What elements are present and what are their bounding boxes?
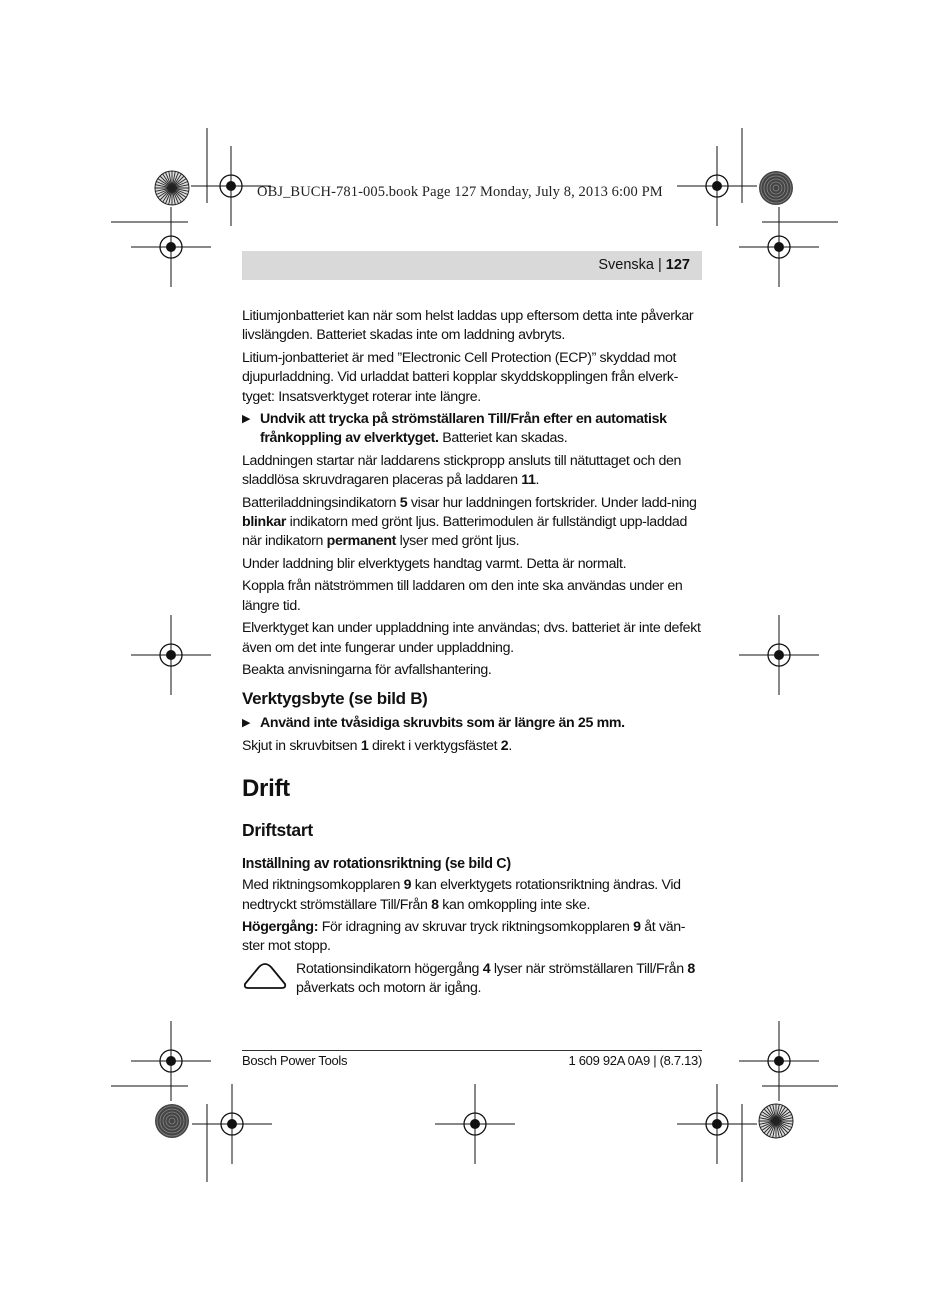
paragraph-insert-bit xyxy=(242,737,704,756)
rotation-indicator-note xyxy=(242,960,704,1002)
header-separator: | xyxy=(653,257,666,273)
ref-number: 8 xyxy=(431,896,439,913)
bold-term: permanent xyxy=(326,533,397,550)
text-span: åt vän-ster mot stopp. xyxy=(242,918,686,955)
ref-number: 2 xyxy=(500,737,509,754)
footer-doc-number: 1 609 92A 0A9 | (8.7.13) xyxy=(568,1053,702,1068)
ref-number: 11 xyxy=(521,472,536,489)
ref-number: 9 xyxy=(633,918,641,935)
heading-operation: Drift xyxy=(242,775,290,803)
text-span: direkt i verktygsfästet xyxy=(368,737,501,754)
rotation-right-indicator-icon xyxy=(242,961,288,991)
ref-number: 9 xyxy=(403,877,412,894)
page-number: 127 xyxy=(665,257,690,273)
text-span: . xyxy=(535,472,540,489)
text-span: Laddningen startar när laddarens stickpropp ansluts till nätuttaget och den sladdlösa skruvdragaren placeras på laddaren xyxy=(242,452,682,489)
text-span: . xyxy=(508,737,512,754)
header-language: Svenska xyxy=(598,257,654,273)
text-span: indikatorn med grönt ljus. Batterimodulen är fullständigt upp-laddad när indikatorn xyxy=(242,514,688,550)
paragraph-no-use-charging: Elverktyget kan under uppladdning inte användas; dvs. batteriet är inte defekt även om det inte fungerar under uppladdning. xyxy=(242,620,701,656)
paragraph-direction-switch xyxy=(242,876,704,915)
text-span: visar hur laddningen fortskrider. Under ladd-ning xyxy=(407,494,697,511)
ref-number: 1 xyxy=(360,737,369,754)
bold-term: blinkar xyxy=(242,514,287,531)
text-span: Rotationsindikatorn högergång xyxy=(296,960,483,977)
text-span: kan omkoppling inte ske. xyxy=(438,896,591,913)
text-span: lyser med grönt ljus. xyxy=(396,533,520,550)
warning-bold-text: Använd inte tvåsidiga skruvbits som är längre än 25 mm. xyxy=(260,715,625,732)
footer-brand: Bosch Power Tools xyxy=(242,1053,348,1068)
text-span: Skjut in skruvbitsen xyxy=(242,737,361,754)
text-span: lyser när strömställaren Till/Från xyxy=(490,960,688,977)
paragraph-right-rotation xyxy=(242,918,704,957)
text-span: påverkats och motorn är igång. xyxy=(296,980,482,997)
paragraph-disposal: Beakta anvisningarna för avfallshantering. xyxy=(242,661,492,678)
text-span: Batteriladdningsindikatorn xyxy=(242,494,400,511)
paragraph-ecp: Litium-jonbatteriet är med ”Electronic Cell Protection (ECP)” skyddad mot djupurladdning. Vid urladdat batteri kopplar skyddskopplingen från elverk-tyget: Insatsverktyget roterar inte längre. xyxy=(242,349,679,405)
warning-switch xyxy=(242,410,704,449)
page-header xyxy=(598,257,690,273)
text-span: kan elverktygets rotationsriktning ändras. Vid nedtryckt strömställare Till/Från xyxy=(242,877,681,913)
page-header-bar xyxy=(242,251,702,280)
ref-number: 5 xyxy=(399,494,408,511)
warning-bold-text: Undvik att trycka på strömställaren Till/Från efter en automatisk frånkoppling av elverktyget. xyxy=(260,411,667,447)
warning-text: Batteriet kan skadas. xyxy=(438,430,568,447)
page-body xyxy=(242,307,704,1002)
triangle-right-icon: ▶ xyxy=(242,717,251,730)
ref-number: 4 xyxy=(482,960,491,977)
text-span: Med riktningsomkopplaren xyxy=(242,877,404,894)
paragraph-charging-start xyxy=(242,452,704,491)
warning-screwdriver-bits xyxy=(242,714,704,733)
heading-rotation-direction: Inställning av rotationsriktning (se bild C) xyxy=(242,856,511,873)
paragraph-disconnect: Koppla från nätströmmen till laddaren om den inte ska användas under en längre tid. xyxy=(242,578,683,614)
book-slug-line: OBJ_BUCH-781-005.book Page 127 Monday, July 8, 2013 6:00 PM xyxy=(257,184,663,200)
triangle-right-icon: ▶ xyxy=(242,413,251,426)
heading-tool-change: Verktygsbyte (se bild B) xyxy=(242,689,428,709)
text-span: För idragning av skruvar tryck riktningsomkopplaren xyxy=(318,918,634,935)
paragraph-rotation-indicator xyxy=(296,960,704,999)
paragraph-battery-charging: Litiumjonbatteriet kan när som helst laddas upp eftersom detta inte påverkar livslängden. Batteriet skadas inte om laddning avbryts. xyxy=(242,308,694,344)
paragraph-handle-warm: Under laddning blir elverktygets handtag varmt. Detta är normalt. xyxy=(242,555,627,572)
footer-divider xyxy=(242,1050,702,1051)
ref-number: 8 xyxy=(687,960,695,977)
bold-term: Högergång: xyxy=(242,918,319,935)
paragraph-charge-indicator xyxy=(242,494,704,552)
heading-startup: Driftstart xyxy=(242,820,313,841)
